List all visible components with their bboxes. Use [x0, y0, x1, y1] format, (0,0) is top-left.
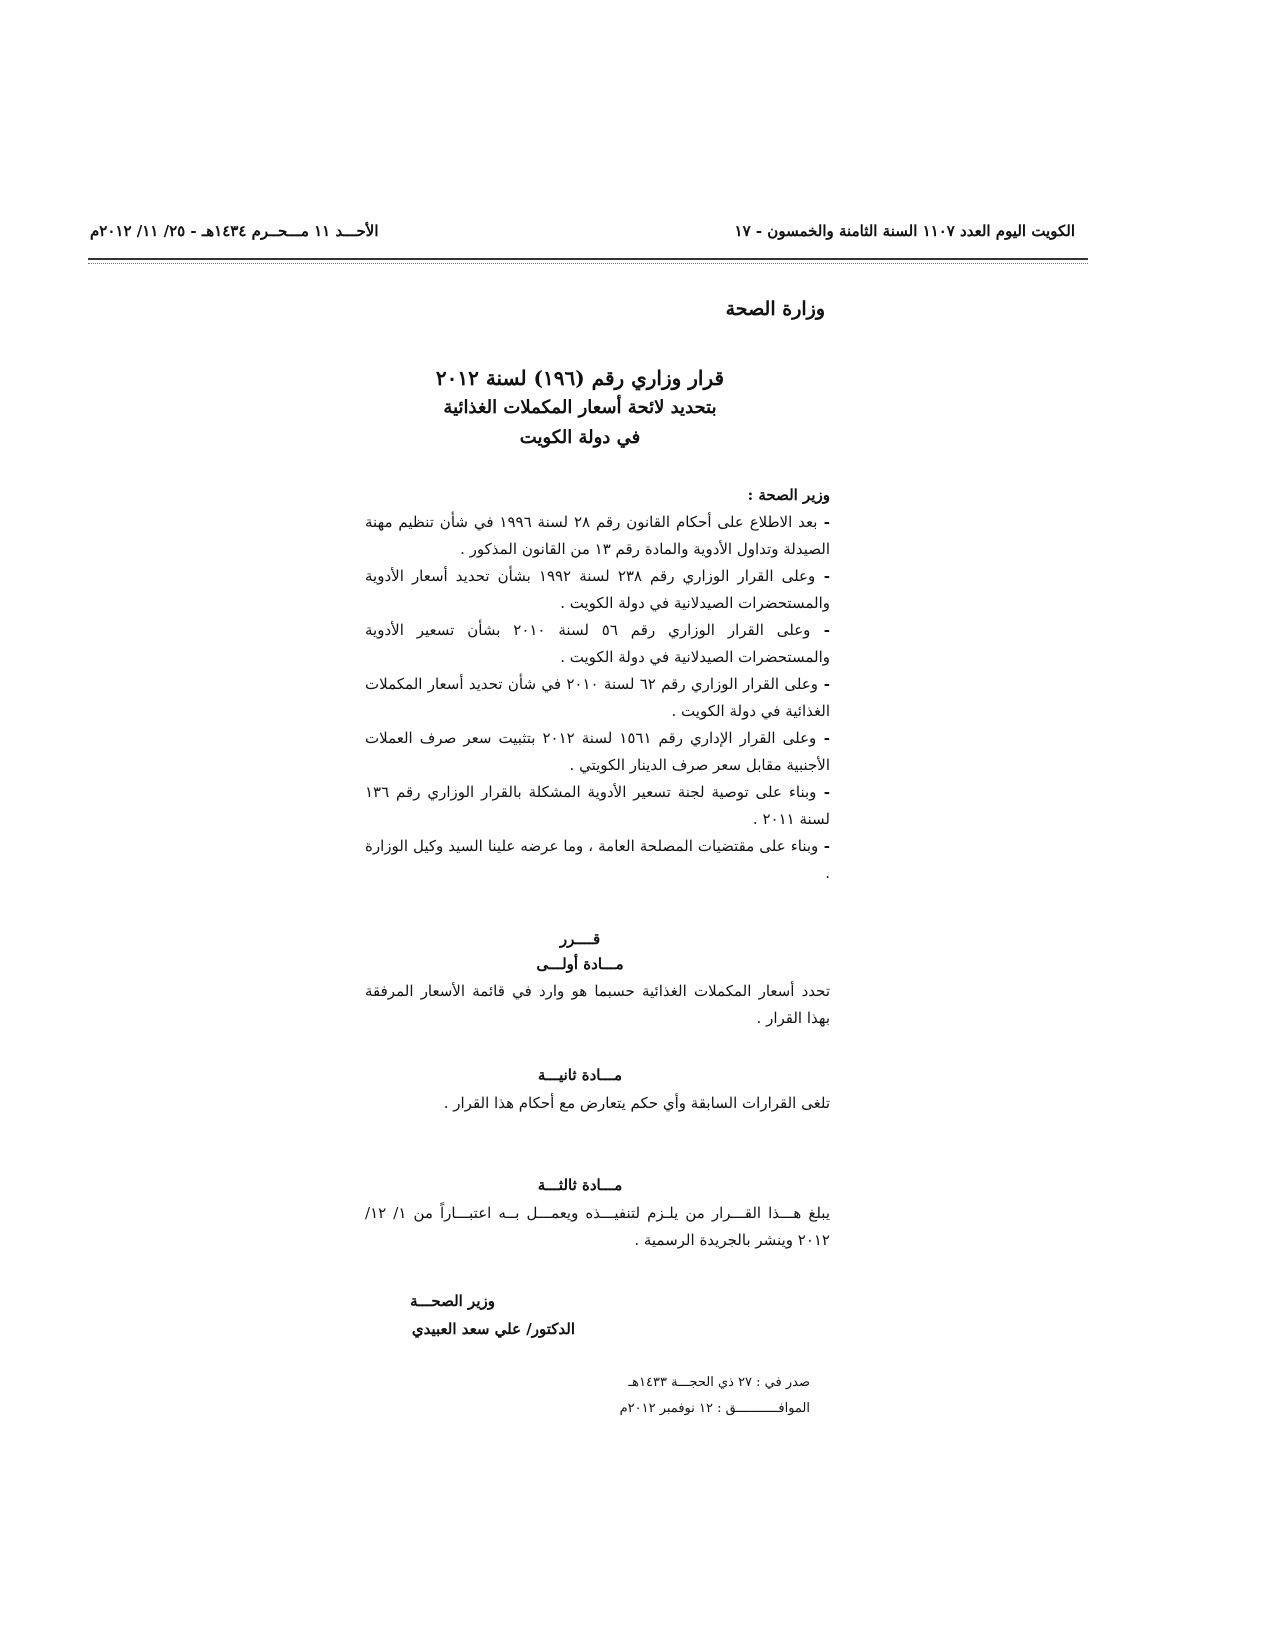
- issued-date: صدر في : ٢٧ ذي الحجـــة ١٤٣٣هـ: [628, 1375, 810, 1390]
- preamble-clause: - وبناء على مقتضيات المصلحة العامة ، وما عرضه علينا السيد وكيل الوزارة .: [365, 837, 830, 882]
- preamble-clause: - بعد الاطلاع على أحكام القانون رقم ٢٨ لسنة ١٩٩٦ في شأن تنظيم مهنة الصيدلة وتداول الأدوية والمادة رقم ١٣ من القانون المذكور .: [365, 513, 831, 558]
- decree-title: [370, 363, 790, 453]
- preamble-minister: وزير الصحة :: [747, 486, 830, 504]
- ministry-name: وزارة الصحة: [725, 298, 825, 320]
- article-2-heading: مـــادة ثانيـــة: [537, 1066, 623, 1084]
- preamble-clause: - وعلى القرار الوزاري رقم ٢٣٨ لسنة ١٩٩٢ بشأن تحديد أسعار الأدوية والمستحضرات الصيدلانية في دولة الكويت .: [365, 567, 831, 612]
- decree-title-line-1: قرار وزاري رقم (١٩٦) لسنة ٢٠١٢: [435, 366, 725, 390]
- article-3-heading: مـــادة ثالثـــة: [537, 1176, 623, 1194]
- preamble-clause: - وعلى القرار الوزاري رقم ٦٢ لسنة ٢٠١٠ في شأن تحديد أسعار المكملات الغذائية في دولة الكويت .: [365, 675, 831, 720]
- corresponding-date: الموافـــــــــــق : ١٢ نوفمبر ٢٠١٢م: [619, 1401, 810, 1416]
- preamble-clause: - وبناء على توصية لجنة تسعير الأدوية المشكلة بالقرار الوزاري رقم ١٣٦ لسنة ٢٠١١ .: [365, 783, 830, 828]
- article-1-text: تحدد أسعار المكملات الغذائية حسبما هو وارد في قائمة الأسعار المرفقة بهذا القرار .: [365, 982, 830, 1027]
- article-3-text: يبلغ هـــذا القـــرار من يلـزم لتنفيـــذه ويعمـــل بــه اعتبـــاراً من ١/ ١٢/ ٢٠١٢ وينشر بالجريدة الرسمية .: [365, 1204, 830, 1249]
- preamble-clause: - وعلى القرار الوزاري رقم ٥٦ لسنة ٢٠١٠ بشأن تسعير الأدوية والمستحضرات الصيدلانية في دولة الكويت .: [365, 621, 831, 666]
- header-rule-dotted: [88, 263, 1088, 264]
- header-date: الأحـــد ١١ مـــحــرم ١٤٣٤هـ - ٢٥/ ١١/ ٢٠١٢م: [90, 222, 379, 240]
- header-rule: [88, 258, 1088, 260]
- article-2-text: تلغى القرارات السابقة وأي حكم يتعارض مع أحكام هذا القرار .: [443, 1094, 830, 1112]
- header-issue-info: الكويت اليوم العدد ١١٠٧ السنة الثامنة والخمسون - ١٧: [734, 222, 1075, 240]
- decree-title-line-2: بتحديد لائحة أسعار المكملات الغذائية: [443, 397, 717, 418]
- decree-title-line-3: في دولة الكويت: [519, 427, 641, 448]
- decides-heading: قــــرر: [559, 930, 601, 948]
- article-1-heading: مـــادة أولـــى: [536, 955, 624, 973]
- preamble: [365, 483, 830, 887]
- signatory-title: وزير الصحـــة: [410, 1292, 495, 1310]
- signatory-name: الدكتور/ علي سعد العبيدي: [411, 1320, 575, 1338]
- issue-dates: [620, 1370, 810, 1422]
- preamble-clause: - وعلى القرار الإداري رقم ١٥٦١ لسنة ٢٠١٢ بتثبيت سعر صرف العملات الأجنبية مقابل سعر صرف الدينار الكويتي .: [365, 729, 830, 774]
